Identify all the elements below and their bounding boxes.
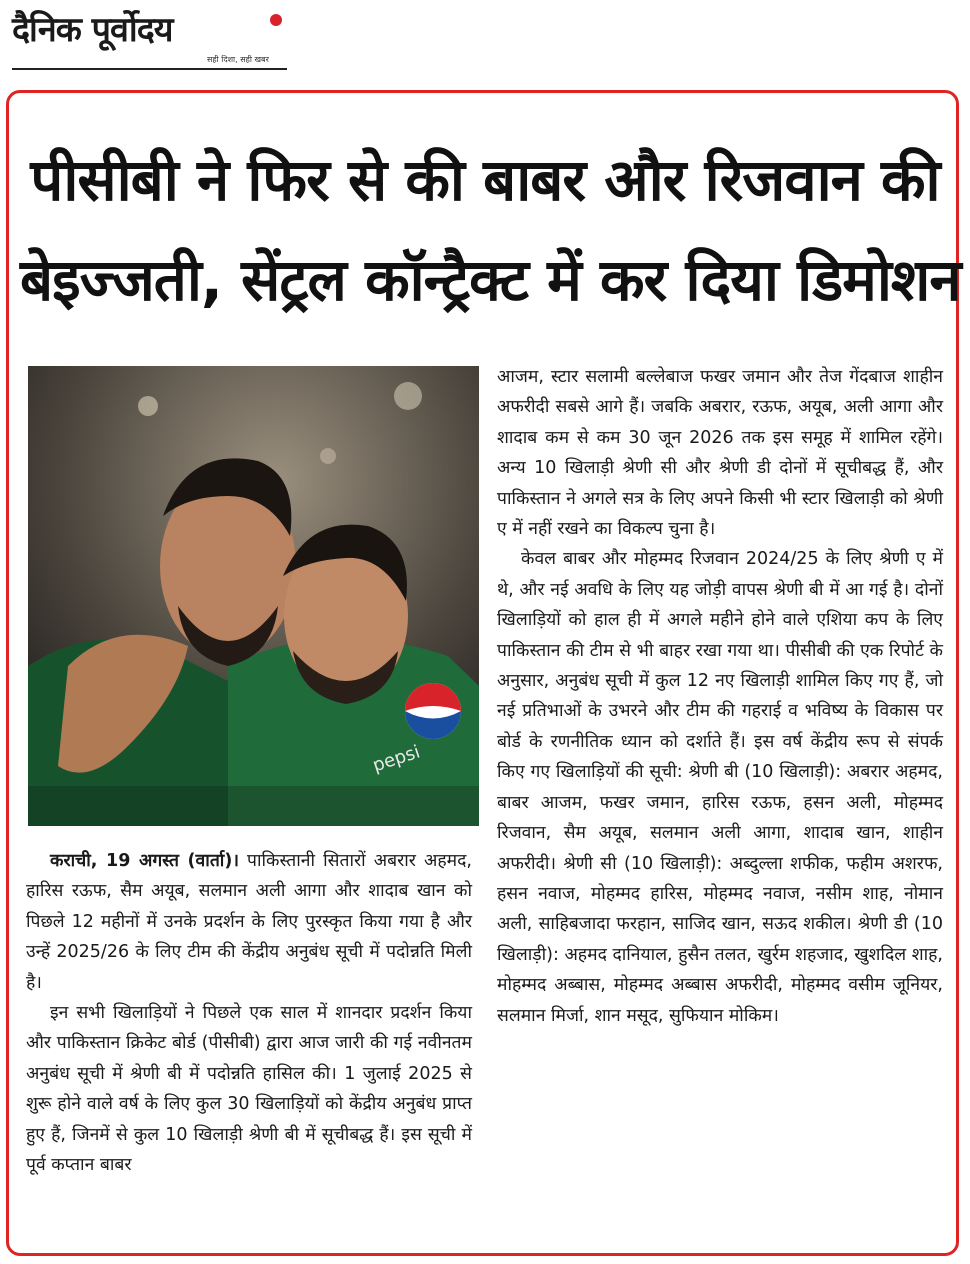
masthead-rule xyxy=(12,68,287,70)
article-right-column xyxy=(497,362,943,1031)
masthead-logo: दैनिक पूर्वोदय xyxy=(12,10,173,50)
masthead xyxy=(12,10,287,70)
paragraph-2: इन सभी खिलाड़ियों ने पिछले एक साल में शानदार प्रदर्शन किया और पाकिस्तान क्रिकेट बोर्ड (पीसीबी) द्वारा आज जारी की गई नवीनतम अनुबंध सूची में श्रेणी बी में पदोन्नति हासिल की। 1 जुलाई 2025 से शुरू होने वाले वर्ष के लिए कुल 30 खिलाड़ियों को केंद्रीय अनुबंध प्राप्त हुए हैं, जिनमें से कुल 10 खिलाड़ी श्रेणी बी में सूचीबद्ध हैं। इस सूची में पूर्व कप्तान बाबर xyxy=(26,1003,472,1176)
article-left-column xyxy=(26,846,472,1180)
news-photo xyxy=(28,366,479,826)
paragraph-1-text: पाकिस्तानी सितारों अबरार अहमद, हारिस रऊफ, सैम अयूब, सलमान अली आगा और शादाब खान को पिछले 12 महीनों में उनके प्रदर्शन के लिए पुरस्कृत किया गया है और उन्हें 2025/26 के लिए टीम की केंद्रीय अनुबंध सूची में पदोन्नति मिली है। xyxy=(26,851,472,993)
jersey-sponsor-text: pepsi xyxy=(370,741,423,777)
dateline: कराची, 19 अगस्त (वार्ता)। xyxy=(50,851,239,871)
paragraph-1 xyxy=(26,846,472,998)
masthead-tagline: सही दिशा, सही खबर xyxy=(207,55,269,64)
headline-line-1: पीसीबी ने फिर से की बाबर और रिजवान की xyxy=(30,146,940,214)
players-illustration xyxy=(28,366,479,826)
headline-line-2: बेइज्जती, सेंट्रल कॉन्ट्रैक्ट में कर दिया डिमोशन xyxy=(20,246,961,314)
masthead-dot xyxy=(270,14,282,26)
paragraph-3: आजम, स्टार सलामी बल्लेबाज फखर जमान और तेज गेंदबाज शाहीन अफरीदी सबसे आगे हैं। जबकि अबरार, रऊफ, अयूब, अली आगा और शादाब कम से कम 30 जून 2026 तक इस समूह में शामिल रहेंगे। अन्य 10 खिलाड़ी श्रेणी सी और श्रेणी डी दोनों में सूचीबद्ध हैं, और पाकिस्तान ने अगले सत्र के लिए अपने किसी भी स्टार खिलाड़ी को श्रेणी ए में नहीं रखने का विकल्प चुना है। xyxy=(497,367,943,540)
paragraph-4: केवल बाबर और मोहम्मद रिजवान 2024/25 के लिए श्रेणी ए में थे, और नई अवधि के लिए यह जोड़ी वापस श्रेणी बी में आ गई है। दोनों खिलाड़ियों को हाल ही में अगले महीने होने वाले एशिया कप के लिए पाकिस्तान की टीम से भी बाहर रखा गया था। पीसीबी की एक रिपोर्ट के अनुसार, अनुबंध सूची में कुल 12 नए खिलाड़ी शामिल किए गए हैं, जो नई प्रतिभाओं के उभरने और टीम की गहराई व भविष्य के विकास पर बोर्ड के रणनीतिक ध्यान को दर्शाते हैं। इस वर्ष केंद्रीय रूप से संपर्क किए गए खिलाड़ियों की सूची: श्रेणी बी (10 खिलाड़ी): अबरार अहमद, बाबर आजम, फखर जमान, हारिस रऊफ, हसन अली, मोहम्मद रिजवान, सैम अयूब, सलमान अली आगा, शादाब खान, शाहीन अफरीदी। श्रेणी सी (10 खिलाड़ी): अब्दुल्ला शफीक, फहीम अशरफ, हसन नवाज, मोहम्मद हारिस, मोहम्मद नवाज, नसीम शाह, नोमान अली, साहिबजादा फरहान, साजिद खान, सऊद शकील। श्रेणी डी (10 खिलाड़ी): अहमद दानियाल, हुसैन तलत, खुर्रम शहजाद, खुशदिल शाह, मोहम्मद अब्बास, मोहम्मद अब्बास अफरीदी, मोहम्मद वसीम जूनियर, सलमान मिर्जा, शान मसूद, सुफियान मोकिम। xyxy=(497,549,943,1026)
headline xyxy=(20,130,961,330)
